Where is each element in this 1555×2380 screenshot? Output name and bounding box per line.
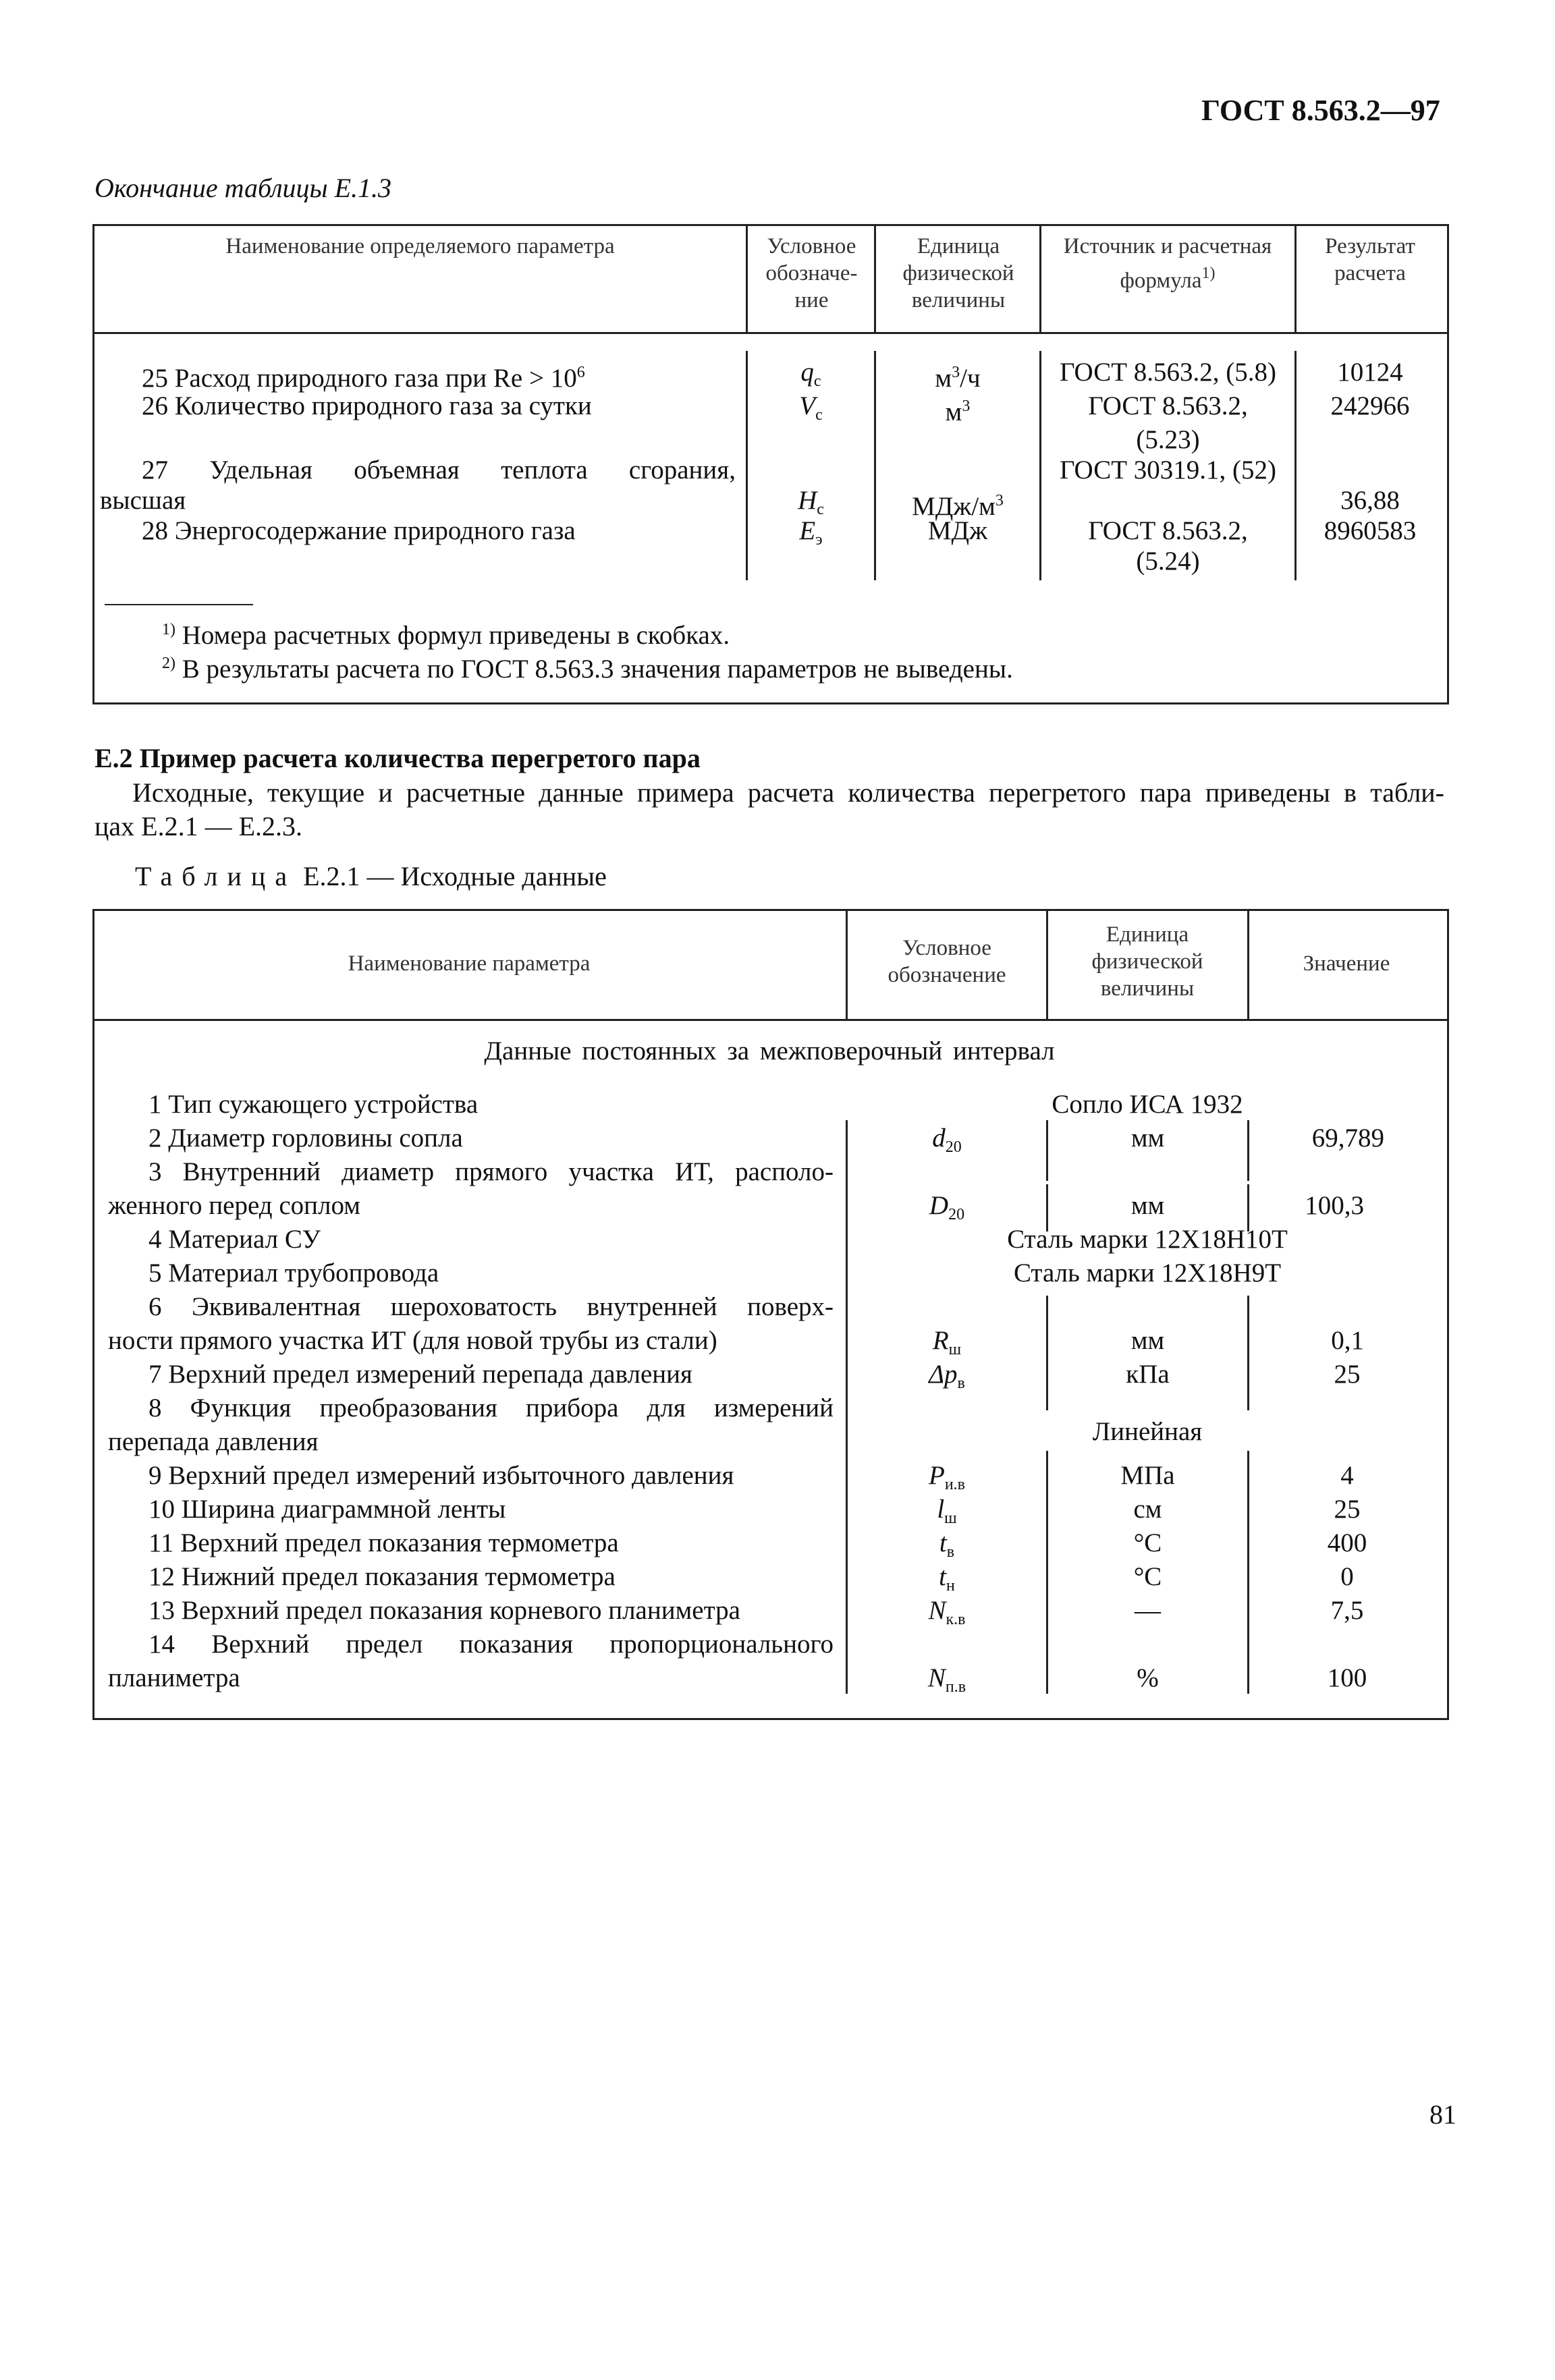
- row-name-cont: женного перед соплом: [108, 1191, 360, 1220]
- row-value: 100: [1327, 1663, 1367, 1692]
- row-name: 4 Материал СУ: [148, 1225, 321, 1254]
- row-unit: мм: [1130, 1191, 1165, 1220]
- header-symbol: Условное обозначение: [888, 936, 1006, 987]
- row-unit: МДж: [927, 516, 988, 545]
- table-header-divider: [92, 1019, 1447, 1021]
- row-symbol: $R_ш$: [932, 1326, 962, 1358]
- table-header-divider: [92, 332, 1447, 334]
- paragraph-line: цах Е.2.1 — Е.2.3.: [94, 811, 303, 841]
- row-name: 3 Внутренний диаметр прямого участка ИТ, располо-: [148, 1157, 834, 1186]
- row-name: 14 Верхний предел показания пропорционального: [148, 1630, 834, 1659]
- header-symbol: Условное обозначе- ние: [765, 234, 858, 312]
- row-result: 36,88: [1340, 486, 1400, 515]
- row-value: 4: [1340, 1461, 1354, 1490]
- header-source: [1053, 233, 1282, 294]
- table-caption: Таблица Е.2.1 — Исходные данные: [135, 861, 607, 891]
- row-name: 9 Верхний предел измерений избыточного давления: [148, 1461, 734, 1490]
- row-source: ГОСТ 8.563.2,: [1088, 516, 1248, 545]
- row-symbol: $q_c$: [800, 358, 821, 390]
- row-name-cont: планиметра: [108, 1663, 240, 1692]
- row-unit: мм: [1130, 1124, 1165, 1153]
- row-value: 69,789: [1311, 1124, 1384, 1153]
- row-unit: %: [1137, 1663, 1159, 1692]
- row-source: ГОСТ 8.563.2, (5.8): [1059, 358, 1277, 387]
- row-unit: $м^3/ч$: [935, 364, 981, 393]
- header-value: Значение: [1303, 951, 1390, 976]
- footnote-rule: [105, 604, 253, 605]
- row-symbol: $t_в$: [939, 1528, 955, 1561]
- row-symbol: $V_c$: [799, 391, 823, 424]
- table-continuation-caption: Окончание таблицы Е.1.3: [94, 173, 392, 203]
- column-divider: [1247, 909, 1249, 1019]
- row-unit: —: [1135, 1596, 1161, 1625]
- row-name: 12 Нижний предел показания термометра: [148, 1562, 616, 1591]
- row-symbol: $P_{и.в}$: [928, 1461, 965, 1493]
- row-unit: см: [1133, 1495, 1162, 1524]
- row-value: 25: [1334, 1360, 1361, 1389]
- row-result: 8960583: [1324, 516, 1417, 545]
- row-unit: °С: [1133, 1528, 1162, 1557]
- header-source-text: Источник и расчетная формула: [1063, 234, 1272, 293]
- row-name: 27 Удельная объемная теплота сгорания,: [142, 455, 736, 485]
- column-divider: [746, 224, 748, 332]
- row-symbol: $E_э$: [799, 516, 823, 549]
- row-name: 7 Верхний предел измерений перепада давления: [148, 1360, 692, 1389]
- header-unit: Единица физической величины: [1091, 922, 1203, 1001]
- header-parameter-name: Наименование определяемого параметра: [225, 234, 615, 258]
- row-unit: °С: [1133, 1562, 1162, 1591]
- column-divider: [846, 909, 848, 1019]
- row-name-cont: ности прямого участка ИТ (для новой трубы из стали): [108, 1326, 717, 1355]
- column-divider: [1294, 224, 1297, 332]
- row-name-cont: перепада давления: [108, 1427, 319, 1456]
- row-unit: мм: [1130, 1326, 1165, 1355]
- row-value: 25: [1334, 1495, 1361, 1524]
- row-name: 6 Эквивалентная шероховатость внутренней поверх-: [148, 1292, 834, 1321]
- row-value: 400: [1327, 1528, 1367, 1557]
- row-span-value: Сталь марки 12Х18Н10Т: [1007, 1225, 1288, 1254]
- row-symbol: $d_{20}$: [932, 1124, 962, 1156]
- row-unit: МПа: [1120, 1461, 1175, 1490]
- group-title: Данные постоянных за межповерочный интервал: [484, 1036, 1055, 1066]
- row-source: ГОСТ 8.563.2,: [1088, 391, 1248, 420]
- row-symbol: $D_{20}$: [929, 1191, 965, 1223]
- column-divider: [1046, 909, 1048, 1019]
- document-code: ГОСТ 8.563.2—97: [1201, 94, 1440, 127]
- row-symbol: $l_ш$: [937, 1495, 957, 1527]
- row-symbol: $N_{п.в}$: [927, 1663, 966, 1696]
- row-name: 1 Тип сужающего устройства: [148, 1090, 479, 1119]
- header-unit: Единица физической величины: [902, 234, 1014, 312]
- row-span-value: Сталь марки 12Х18Н9Т: [1013, 1258, 1282, 1288]
- footnote-mark: 1): [1201, 265, 1216, 282]
- row-name: 2 Диаметр горловины сопла: [148, 1124, 463, 1153]
- row-name: 26 Количество природного газа за сутки: [142, 391, 592, 420]
- section-paragraph: [94, 776, 1444, 843]
- row-unit: $м^3$: [945, 397, 971, 426]
- row-value: 0,1: [1331, 1326, 1364, 1355]
- row-name: 5 Материал трубопровода: [148, 1258, 439, 1288]
- row-source-cont: (5.24): [1136, 547, 1200, 576]
- row-source-cont: (5.23): [1136, 425, 1200, 454]
- paragraph-line: Исходные, текущие и расчетные данные примера расчета количества перегретого пара приведены в табли-: [132, 777, 1444, 808]
- row-symbol: $t_н$: [939, 1562, 955, 1595]
- footnote-2: $^{2)}$ В результаты расчета по ГОСТ 8.563.3 значения параметров не выведены.: [162, 655, 1013, 684]
- column-divider: [1039, 224, 1041, 332]
- row-value: 7,5: [1330, 1596, 1364, 1625]
- header-result: Результат расчета: [1325, 234, 1415, 285]
- row-unit: кПа: [1126, 1360, 1170, 1389]
- row-span-value: Сопло ИСА 1932: [1052, 1090, 1243, 1119]
- row-name: 11 Верхний предел показания термометра: [148, 1528, 619, 1557]
- section-title: Е.2 Пример расчета количества перегретого пара: [94, 743, 701, 773]
- row-name: 28 Энергосодержание природного газа: [142, 516, 576, 545]
- header-parameter-name: Наименование параметра: [348, 951, 591, 976]
- row-name: 13 Верхний предел показания корневого планиметра: [148, 1596, 740, 1625]
- row-result: 10124: [1337, 358, 1403, 387]
- row-value: 100,3: [1305, 1191, 1364, 1220]
- row-name: 25 Расход природного газа при Re > 10: [142, 364, 577, 393]
- row-symbol: $H_c$: [798, 486, 824, 518]
- row-source: ГОСТ 30319.1, (52): [1059, 455, 1277, 485]
- row-unit: МДж/$м^3$: [912, 492, 1004, 521]
- row-name-cont: высшая: [100, 486, 186, 515]
- row-span-value: Линейная: [1092, 1417, 1203, 1446]
- row-symbol: $N_{к.в}$: [928, 1596, 966, 1628]
- row-symbol: $\Delta p_в$: [929, 1360, 965, 1392]
- row-name: 8 Функция преобразования прибора для измерений: [148, 1393, 834, 1422]
- page-number: 81: [1429, 2099, 1456, 2130]
- row-result: 242966: [1330, 391, 1410, 420]
- row-name-sup: 6: [576, 364, 585, 381]
- row-value: 0: [1340, 1562, 1354, 1591]
- row-name: 10 Ширина диаграммной ленты: [148, 1495, 506, 1524]
- footnote-1: $^{1)}$ Номера расчетных формул приведены в скобках.: [162, 621, 730, 650]
- column-divider: [874, 224, 876, 332]
